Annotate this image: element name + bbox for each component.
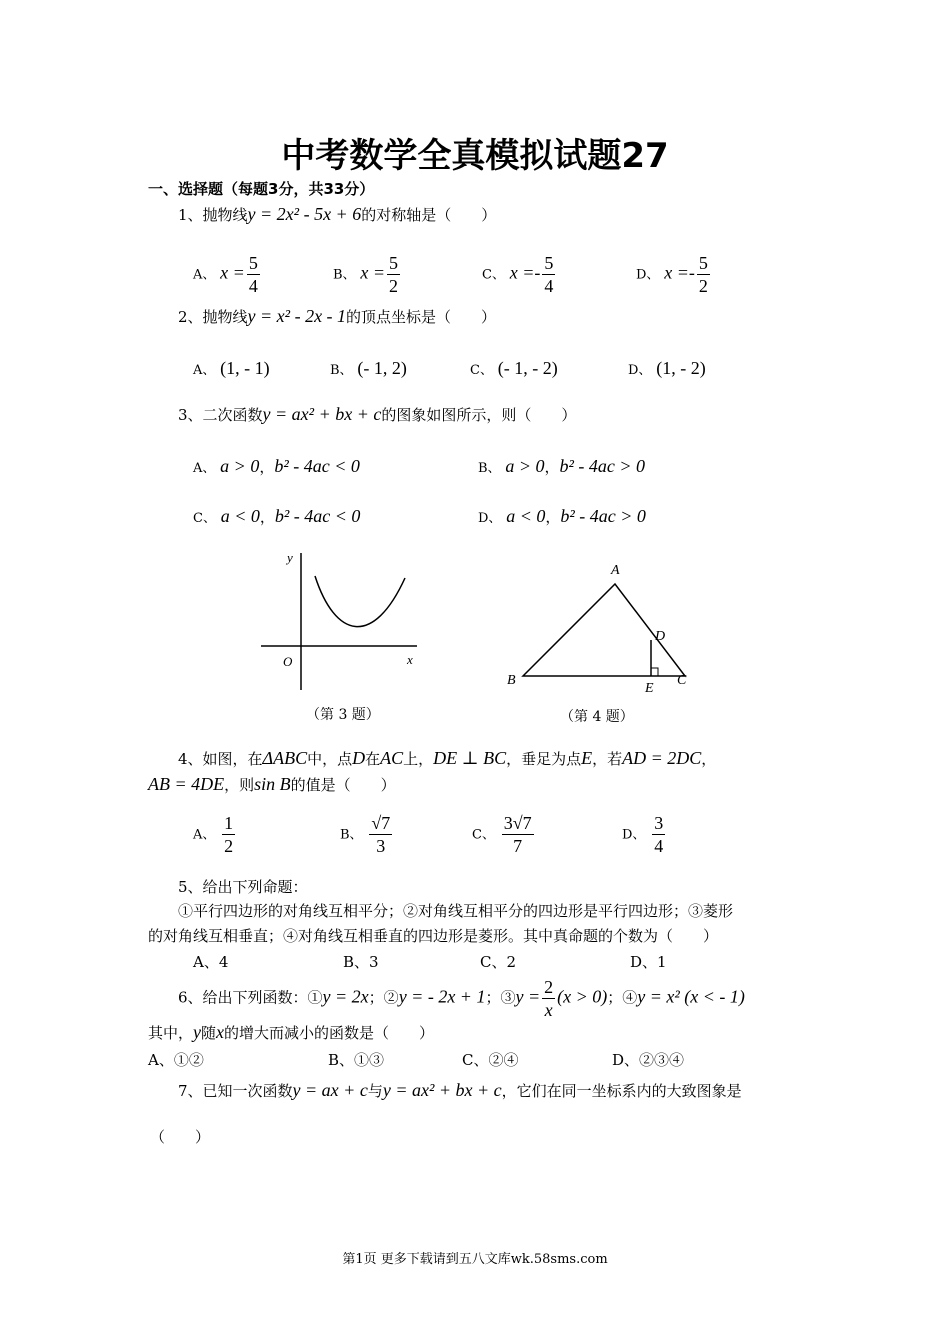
q5-option-a: A、4 [193,953,229,971]
question-7-line-1: 7、已知一次函数y = ax + c与y = ax² + bx + c，它们在同一坐标系内的大致图象是 [178,1080,742,1100]
q3-option-c: C、 a < 0，b² - 4ac < 0 [193,506,361,526]
x-label: x [407,652,413,667]
q5-option-b: B、3 [343,953,379,971]
question-5-line-2: 的对角线互相垂直；④对角线互相垂直的四边形是菱形。其中真命题的个数为（ ） [148,927,719,945]
q6-option-d: D、②③④ [612,1051,685,1069]
q6-option-c: C、②④ [462,1051,519,1069]
figure-3-parabola [255,548,425,696]
section-heading: 一、选择题（每题3分，共33分） [148,180,375,198]
q2-option-c: C、 (- 1, - 2) [470,358,558,378]
label-e: E [645,681,654,696]
figure-4-caption: （第 4 题） [560,709,634,725]
q5-option-c: C、2 [480,953,517,971]
figure-4-triangle [505,556,695,698]
question-4-line-2: AB = 4DE，则sin B的值是（ ） [148,774,396,794]
label-b: B [507,673,516,688]
question-6-line-1: 6、给出下列函数：①y = 2x；②y = - 2x + 1；③y = $\frac{2}{x}$ (x > 0)；④y = x² (x < - 1) [178,977,745,1020]
q5-option-d: D、1 [630,953,667,971]
q2-option-a: A、 (1, - 1) [193,358,270,378]
q1-option-a: A、 x = $\frac{5}{4}$ [193,253,258,296]
q2-option-d: D、 (1, - 2) [628,358,706,378]
right-angle-mark [651,668,658,676]
question-5-stem: 5、给出下列命题： [178,878,308,896]
question-5-line-1: ①平行四边形的对角线互相平分；②对角线互相平分的四边形是平行四边形；③菱形 [178,902,734,920]
q2-option-b: B、 (- 1, 2) [330,358,407,378]
q4-option-b: B、 $\frac{√7}{3}$ [340,813,391,856]
question-3-stem: 3、二次函数y = ax² + bx + c的图象如图所示，则（ ） [178,404,577,424]
q1-option-c: C、 x =- $\frac{5}{4}$ [482,253,554,296]
question-6-line-2: 其中，y随x的增大而减小的函数是（ ） [148,1022,435,1042]
q6-option-a: A、①② [148,1051,204,1069]
question-7-line-2: （ ） [150,1128,211,1146]
figure-3-caption: （第 3 题） [306,707,380,723]
q1-option-b: B、 x = $\frac{5}{2}$ [333,253,398,296]
origin-label: O [283,654,293,669]
q1-formula: y = 2x² - 5x + 6 [247,204,362,224]
q3-formula: y = ax² + bx + c [262,404,382,424]
page-footer: 第1页 更多下载请到五八文库wk.58sms.com [342,1252,608,1267]
q4-option-d: D、 $\frac{3}{4}$ [622,813,664,856]
q3-option-b: B、 a > 0，b² - 4ac > 0 [478,456,646,476]
q4-option-c: C、 $\frac{3√7}{7}$ [472,813,532,856]
question-2-stem: 2、抛物线y = x² - 2x - 1的顶点坐标是（ ） [178,306,497,326]
q4-option-a: A、 $\frac{1}{2}$ [193,813,234,856]
q2-formula: y = x² - 2x - 1 [247,306,347,326]
q3-option-d: D、 a < 0，b² - 4ac > 0 [478,506,646,526]
q3-option-a: A、 a > 0，b² - 4ac < 0 [193,456,360,476]
label-c: C [677,673,687,688]
y-label: y [287,550,293,565]
page-title: 中考数学全真模拟试题27 [281,136,669,176]
question-1-stem: 1、抛物线y = 2x² - 5x + 6的对称轴是（ ） [178,204,497,224]
q6-option-b: B、①③ [328,1051,385,1069]
label-d: D [655,629,666,644]
question-4-line-1: 4、如图，在ΔABC中，点D在AC上，DE ⊥ BC，垂足为点E，若AD = 2DC， [178,748,717,768]
parabola-curve [315,576,405,627]
q1-option-d: D、 x =- $\frac{5}{2}$ [636,253,708,296]
label-a: A [611,563,620,578]
